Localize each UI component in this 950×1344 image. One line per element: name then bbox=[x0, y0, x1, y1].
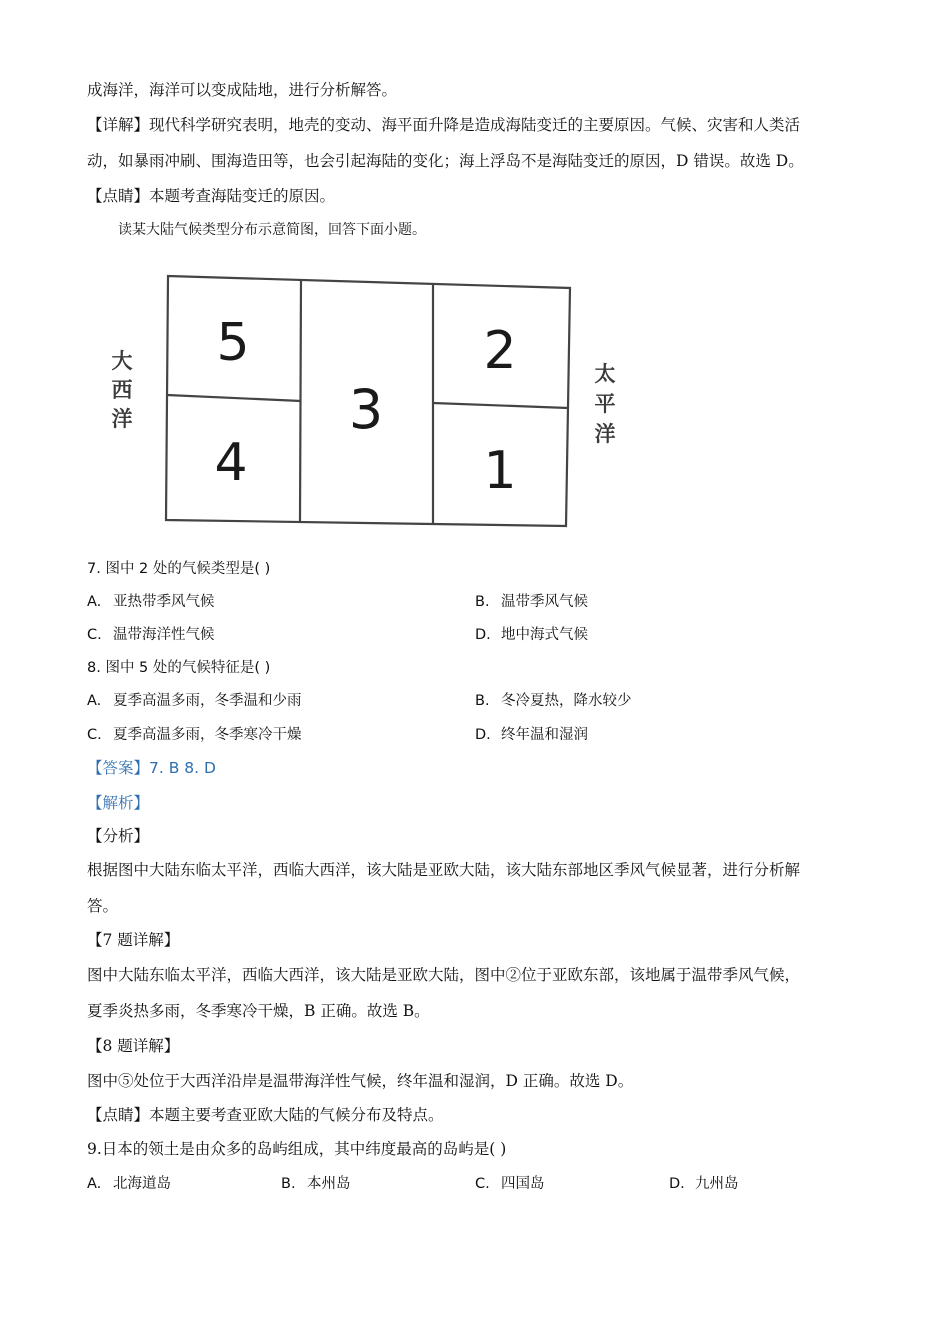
pacific-char-1: 太 bbox=[594, 362, 616, 386]
detail-tag: 【详解】 bbox=[87, 116, 150, 134]
d8-tag: 【8 题详解】 bbox=[87, 1037, 180, 1055]
option-label: C. bbox=[87, 627, 102, 643]
q7-option-c bbox=[87, 625, 215, 645]
q8-option-c bbox=[87, 725, 302, 745]
option-label: C. bbox=[475, 1176, 490, 1192]
q9-option-c bbox=[475, 1174, 545, 1194]
q7-stem: 7. 图中 2 处的气候类型是( ) bbox=[87, 561, 271, 577]
answer-line bbox=[87, 758, 216, 778]
detail-text-1: 现代科学研究表明，地壳的变动、海平面升降是造成海陆变迁的主要原因。气候、灾害和人类活 bbox=[149, 116, 801, 134]
d7-line-2: 夏季炎热多雨，冬季寒冷干燥，B 正确。故选 B。 bbox=[87, 1002, 430, 1020]
option-label: A. bbox=[87, 693, 102, 709]
q7-option-a bbox=[87, 592, 215, 612]
option-text: 温带季风气候 bbox=[501, 594, 588, 610]
comment2-tag: 【点睛】 bbox=[87, 1106, 150, 1124]
comment2 bbox=[87, 1105, 444, 1125]
option-text: 终年温和湿润 bbox=[501, 727, 588, 743]
fenxi-line-1: 根据图中大陆东临太平洋，西临大西洋，该大陆是亚欧大陆，该大陆东部地区季风气候显著，进行分析解 bbox=[87, 861, 801, 879]
option-label: B. bbox=[475, 594, 490, 610]
option-label: D. bbox=[475, 627, 491, 643]
q8-option-a bbox=[87, 691, 302, 711]
prev-comment bbox=[87, 186, 335, 206]
d8-line-1: 图中⑤处位于大西洋沿岸是温带海洋性气候，终年温和湿润，D 正确。故选 D。 bbox=[87, 1072, 634, 1090]
fenxi-line-2: 答。 bbox=[87, 897, 119, 915]
option-label: B. bbox=[475, 693, 490, 709]
atlantic-char-2: 西 bbox=[111, 378, 133, 402]
prev-detail-2: 动，如暴雨冲刷、围海造田等，也会引起海陆的变化；海上浮岛不是海陆变迁的原因，D 错误。故选 D。 bbox=[87, 152, 804, 170]
option-label: D. bbox=[475, 727, 491, 743]
option-label: D. bbox=[669, 1176, 685, 1192]
q8-option-b bbox=[475, 691, 632, 711]
intro-text: 读某大陆气候类型分布示意简图，回答下面小题。 bbox=[118, 222, 426, 238]
option-text: 地中海式气候 bbox=[501, 627, 588, 643]
q9-option-a bbox=[87, 1174, 171, 1194]
pacific-char-3: 洋 bbox=[594, 422, 616, 446]
climate-map bbox=[100, 268, 640, 536]
option-text: 夏季高温多雨，冬季寒冷干燥 bbox=[113, 727, 302, 743]
q8-option-d bbox=[475, 725, 588, 745]
option-text: 冬冷夏热，降水较少 bbox=[501, 693, 632, 709]
answer-text: 7. B 8. D bbox=[149, 759, 216, 777]
option-text: 亚热带季风气候 bbox=[113, 594, 215, 610]
q9-option-d bbox=[669, 1174, 739, 1194]
region-1: 1 bbox=[483, 441, 517, 501]
analysis-tag: 【解析】 bbox=[87, 794, 150, 812]
d7-line-1: 图中大陆东临太平洋，西临大西洋，该大陆是亚欧大陆，图中②位于亚欧东部，该地属于温带季风气候， bbox=[87, 966, 801, 984]
option-label: C. bbox=[87, 727, 102, 743]
option-label: B. bbox=[281, 1176, 296, 1192]
prev-detail-1 bbox=[87, 115, 800, 135]
q7-option-b bbox=[475, 592, 588, 612]
fenxi-tag: 【分析】 bbox=[87, 827, 150, 845]
option-text: 夏季高温多雨，冬季温和少雨 bbox=[113, 693, 302, 709]
option-text: 本州岛 bbox=[307, 1176, 351, 1192]
q9-option-b bbox=[281, 1174, 351, 1194]
region-3: 3 bbox=[348, 378, 384, 441]
option-text: 北海道岛 bbox=[113, 1176, 171, 1192]
region-2: 2 bbox=[483, 321, 517, 381]
region-4: 4 bbox=[214, 433, 248, 493]
prev-line-1: 成海洋，海洋可以变成陆地，进行分析解答。 bbox=[87, 81, 398, 99]
atlantic-char-3: 洋 bbox=[111, 407, 133, 431]
pacific-char-2: 平 bbox=[594, 392, 616, 416]
atlantic-label bbox=[112, 349, 133, 431]
pacific-label bbox=[595, 362, 616, 446]
region-5: 5 bbox=[216, 313, 250, 373]
comment2-text: 本题主要考查亚欧大陆的气候分布及特点。 bbox=[149, 1106, 444, 1124]
comment-text: 本题考查海陆变迁的原因。 bbox=[149, 187, 336, 205]
answer-tag: 【答案】 bbox=[87, 759, 150, 777]
q9-stem: 9.日本的领土是由众多的岛屿组成，其中纬度最高的岛屿是( ) bbox=[87, 1140, 507, 1158]
q7-option-d bbox=[475, 625, 588, 645]
atlantic-char-1: 大 bbox=[111, 349, 133, 373]
option-text: 四国岛 bbox=[501, 1176, 545, 1192]
d7-tag: 【7 题详解】 bbox=[87, 931, 180, 949]
option-label: A. bbox=[87, 1176, 102, 1192]
comment-tag: 【点睛】 bbox=[87, 187, 150, 205]
q8-stem: 8. 图中 5 处的气候特征是( ) bbox=[87, 660, 271, 676]
option-text: 九州岛 bbox=[695, 1176, 739, 1192]
option-label: A. bbox=[87, 594, 102, 610]
option-text: 温带海洋性气候 bbox=[113, 627, 215, 643]
